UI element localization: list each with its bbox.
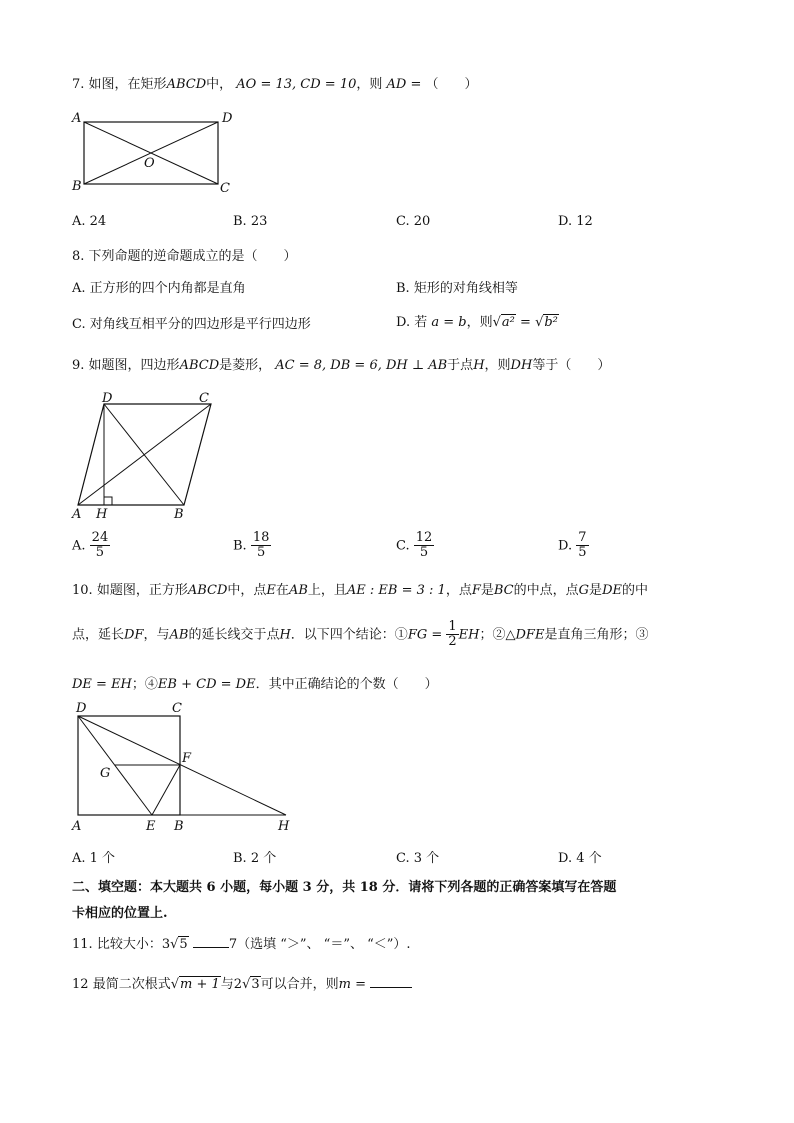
q10-math: ABCD: [187, 583, 228, 598]
q7-label-d: D: [222, 111, 233, 126]
q9-option-d-fraction: [576, 531, 588, 561]
q9-tail2: ，则: [484, 358, 511, 373]
q10-math: AB: [169, 627, 189, 643]
q7-option-b[interactable]: B. 23: [233, 214, 268, 229]
q9-option-c-fraction: [414, 531, 435, 561]
q8-option-d-sqrt-b: b²: [544, 315, 558, 330]
q10-text: ，与: [143, 627, 170, 643]
q10-text: 的中: [621, 583, 648, 598]
q9-option-c-num: 12: [415, 530, 433, 545]
q11-number: 11.: [72, 937, 93, 952]
q9-number: 9.: [72, 358, 85, 373]
q10-option-b[interactable]: B. 2 个: [233, 851, 277, 866]
q10-text: 是: [480, 583, 494, 598]
q7-label-a: A: [72, 111, 82, 126]
q10-option-a[interactable]: A. 1 个: [72, 851, 116, 866]
q10-text: 点，延长: [72, 627, 125, 643]
q10-text: 是: [589, 583, 603, 598]
q9-option-a-letter: A.: [72, 538, 86, 554]
q9-option-a-num: 24: [91, 530, 109, 545]
q10-line-ef: [152, 765, 180, 815]
q9-right-angle-mark: [104, 497, 112, 505]
q8-option-d-eq: =: [520, 315, 531, 330]
q9-end: 等于（ ）: [532, 358, 611, 373]
q10-math: BC: [493, 583, 514, 598]
q9-label-a: A: [72, 507, 82, 522]
q10-text: 中，点: [227, 583, 267, 598]
q9-option-d-den: 5: [578, 545, 587, 561]
q8-option-d-cond: a = b: [431, 315, 467, 330]
q10-math: F: [471, 583, 481, 598]
q10-square-figure: [66, 698, 306, 838]
q10-math: DE: [602, 583, 622, 598]
q10-math: DF: [124, 627, 144, 643]
q10-math: AE : EB = 3 : 1: [346, 583, 446, 598]
q10-math: G: [578, 583, 590, 598]
q10-label-c: C: [172, 701, 182, 716]
q9-option-a-den: 5: [95, 545, 105, 561]
q7-label-o: O: [144, 156, 155, 171]
q9-option-b-den: 5: [256, 545, 266, 561]
q10-label-d: D: [76, 701, 87, 716]
q8-number: 8.: [72, 249, 85, 264]
q10-math: AB: [288, 583, 308, 598]
q10-math: EH: [458, 627, 480, 643]
q11-radicand: 5: [179, 937, 188, 952]
q11-coef: 3: [161, 937, 171, 952]
q10-label-a: A: [72, 819, 82, 834]
q12-var: m =: [338, 977, 367, 992]
q10-number: 10.: [72, 583, 93, 598]
q9-option-c-letter: C.: [396, 538, 410, 554]
q10-label-e: E: [146, 819, 156, 834]
q9-option-d-letter: D.: [558, 538, 573, 554]
q9-label-c: C: [199, 391, 209, 406]
q10-math: H: [279, 627, 291, 643]
q10-half-den: 2: [448, 634, 457, 650]
q10-math: EB + CD = DE: [157, 677, 256, 692]
q10-text: 在: [275, 583, 289, 598]
q7-label-c: C: [220, 181, 230, 196]
q10-math: FG =: [407, 627, 443, 643]
q9-option-c-den: 5: [419, 545, 429, 561]
q12-radicand-2: 3: [251, 977, 260, 992]
q10-math: DE = EH: [72, 677, 132, 692]
q12-mid: 与: [220, 977, 234, 992]
q9-stem-text: 如题图，四边形: [88, 358, 180, 373]
q9-option-d-num: 7: [578, 530, 587, 545]
q11-answer-blank[interactable]: [193, 947, 229, 948]
q9-option-b-num: 18: [252, 530, 270, 545]
section2-heading-line1: 二、填空题：本大题共 6 小题，每小题 3 分，共 18 分．请将下列各题的正确答案填写在答题: [72, 880, 617, 895]
q9-point: H: [473, 358, 485, 373]
q10-text: ，点: [445, 583, 472, 598]
q9-rhombus-figure: [66, 386, 226, 522]
q10-text: 上，且: [307, 583, 347, 598]
q8-stem: [72, 245, 297, 264]
q9-stem: [72, 354, 610, 373]
q11-stem: 11. 比较大小：3√5 7（选填 “＞”、 “＝”、 “＜”）.: [72, 937, 411, 952]
q10-text: 的延长线交于点: [188, 627, 280, 643]
q9-option-b[interactable]: [233, 531, 271, 561]
q7-option-c[interactable]: C. 20: [396, 214, 431, 229]
q11-rhs: 7: [228, 937, 238, 952]
q8-option-d-prefix: D. 若: [396, 315, 428, 330]
q8-option-d-sqrt-a: a²: [501, 315, 515, 330]
q7-option-d[interactable]: D. 12: [558, 214, 593, 229]
q11-stem-text: 比较大小：: [96, 937, 162, 952]
q8-option-d-mid: ，则: [466, 315, 493, 330]
q7-stem-text: 如图，在矩形: [88, 77, 167, 92]
q9-option-b-letter: B.: [233, 538, 247, 554]
q9-label-d: D: [102, 391, 113, 406]
q8-option-b[interactable]: B. 矩形的对角线相等: [396, 281, 518, 296]
q9-tail: 于点: [447, 358, 474, 373]
q9-ask: DH: [510, 358, 533, 373]
q8-stem-text: 下列命题的逆命题成立的是（ ）: [88, 249, 297, 264]
q9-label-h: H: [96, 507, 108, 522]
q10-half-num: 1: [448, 619, 457, 634]
q7-mid-text: 中，: [206, 77, 233, 92]
q12-radicand-1: m + 1: [180, 977, 220, 992]
q7-rectangle-figure: [66, 108, 246, 198]
q10-math: △DFE: [505, 627, 545, 643]
q10-line-2: [72, 620, 648, 650]
q9-figure-name: ABCD: [179, 358, 220, 373]
q7-number: 7.: [72, 77, 85, 92]
section2-heading-line2: 卡相应的位置上.: [72, 906, 168, 921]
q9-option-b-fraction: [251, 531, 272, 561]
q12-answer-blank[interactable]: [370, 987, 412, 988]
q9-option-c[interactable]: [396, 531, 434, 561]
q7-paren: （ ）: [425, 77, 478, 92]
q7-figure-name: ABCD: [166, 77, 207, 92]
q10-text: ；②: [479, 627, 506, 643]
q10-label-f: F: [182, 751, 192, 766]
q9-label-b: B: [174, 507, 184, 522]
q7-stem: [72, 73, 478, 92]
q10-text: 的中点，点: [513, 583, 579, 598]
q10-text: 如题图，正方形: [96, 583, 188, 598]
q10-text: ．其中正确结论的个数（ ）: [255, 677, 438, 692]
q11-hint: （选填 “＞”、 “＝”、 “＜”）.: [237, 937, 411, 952]
q9-condition: AC = 8, DB = 6, DH ⊥ AB: [275, 358, 448, 373]
q10-line-1: [72, 579, 648, 598]
q12-stem-text: 最简二次根式: [92, 977, 171, 992]
q10-half-fraction: [446, 620, 458, 650]
q10-label-g: G: [100, 766, 111, 781]
q7-option-a[interactable]: A. 24: [72, 214, 107, 229]
q7-condition: AO = 13, CD = 10: [236, 77, 357, 92]
q10-line-3: [72, 673, 438, 692]
q9-option-d[interactable]: [558, 531, 589, 561]
q9-diagonal-db: [104, 404, 184, 505]
q8-option-c[interactable]: C. 对角线互相平分的四边形是平行四边形: [72, 317, 311, 332]
q10-text: ．以下四个结论：①: [290, 627, 408, 643]
q9-mid: 是菱形，: [219, 358, 272, 373]
q8-option-d[interactable]: D. 若 a = b，则√a² = √b²: [396, 315, 558, 330]
q12-tail: 可以合并，则: [260, 977, 339, 992]
q10-option-c[interactable]: C. 3 个: [396, 851, 440, 866]
q10-label-b: B: [174, 819, 184, 834]
q10-text: ；④: [131, 677, 158, 692]
q9-option-a-fraction: [90, 531, 111, 561]
q10-label-h: H: [278, 819, 290, 834]
q10-text: 是直角三角形；③: [544, 627, 649, 643]
q12-coef: 2: [233, 977, 243, 992]
q9-option-a[interactable]: [72, 531, 110, 561]
q10-math: E: [266, 583, 276, 598]
q12-stem: 12 最简二次根式√m + 1与2√3可以合并，则m =: [72, 973, 412, 992]
q7-ask: AD =: [386, 77, 422, 92]
q7-tail: ，则: [356, 77, 383, 92]
q7-label-b: B: [72, 179, 82, 194]
q10-option-d[interactable]: D. 4 个: [558, 851, 602, 866]
q8-option-a[interactable]: A. 正方形的四个内角都是直角: [72, 281, 246, 296]
q12-number: 12: [72, 977, 89, 992]
